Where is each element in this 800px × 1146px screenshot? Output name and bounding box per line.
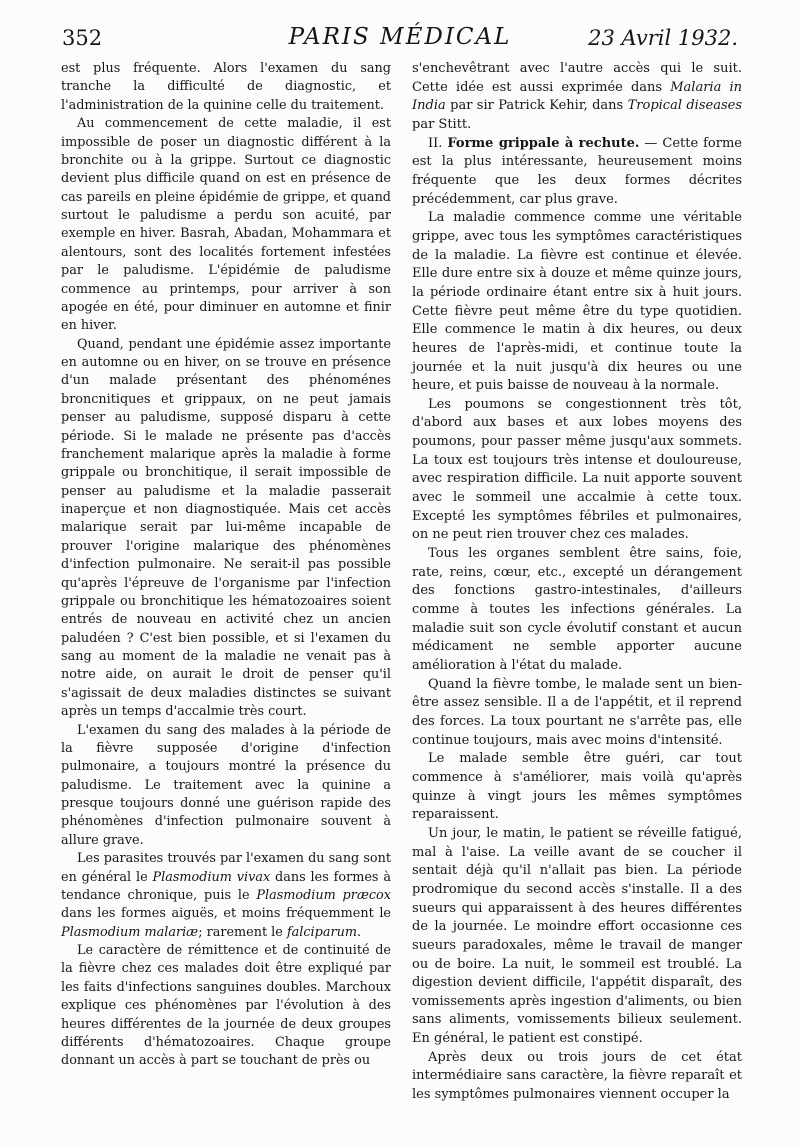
issue-date: 23 Avril 1932.: [588, 26, 738, 50]
left-column: [61, 60, 391, 1071]
paragraph: Un jour, le matin, le patient se réveille fatigué, mal à l'aise. La veille avant de se coucher il sentait déjà qu'il n'allait pas bien. La période prodromique du second accès s'installe. Il a des sueurs qui apparaissent à des heures différentes de la journée. Le moindre effort occasionne ces sueurs paradoxales, même le travail de manger ou de boire. La nuit, le sommeil est troublé. La digestion devient difficile, l'appétit disparaît, des vomissements après ingestion d'aliments, ou bien sans aliments, vomissements bilieux seulement. En général, le patient est constipé.: [412, 825, 742, 1047]
text-run: dans les formes à tendance chronique, puis le: [61, 869, 391, 903]
text-run: s'enchevêtrant avec l'autre accès qui le suit. Cette idée est aussi exprimée dans: [412, 61, 742, 95]
paragraph-citations: [412, 60, 742, 135]
species-name: Plasmodium vivax: [152, 869, 271, 885]
paragraph: Les poumons se congestionnent très tôt, d'abord aux bases et aux lobes moyens des poumons, pour passer même jusqu'aux sommets. La toux est toujours très intense et douloureuse, avec respiration difficile. La nuit apporte souvent avec le sommeil une accalmie à cette toux. Excepté les symptômes fébriles et pulmonaires, on ne peut rien trouver chez ces malades.: [412, 396, 742, 543]
species-name: Plasmodium præcox: [256, 887, 391, 903]
paragraph: Quand la fièvre tombe, le malade sent un bien-être assez sensible. Il a de l'appétit, et il reprend des forces. La toux pourtant ne s'arrête pas, elle continue toujours, mais avec moins d'intensité.: [412, 676, 742, 748]
section-title: Forme grippale à rechute.: [447, 135, 640, 151]
text-run: ; rarement le: [198, 924, 287, 940]
paragraph: Au commencement de cette maladie, il est impossible de poser un diagnostic différent à la bronchite ou à la grippe. Surtout ce diagnostic devient plus difficile quand on est en présence de cas pareils en pleine épidémie de grippe, et quand surtout le paludisme a perdu son acuité, par exemple en hiver. Basrah, Abadan, Mohammara et alentours, sont des localités fortement infestées par le paludisme. L'épidémie de paludisme commence au printemps, pour arriver à son apogée en été, pour diminuer en automne et finir en hiver.: [61, 116, 391, 334]
paragraph: Le malade semble être guéri, car tout commence à s'améliorer, mais voilà qu'après quinze à vingt jours les mêmes symptômes reparaissent.: [412, 751, 742, 823]
species-name: falciparum: [286, 924, 357, 940]
text-run: — Cette forme est la plus intéressante, heureusement moins fréquente que les deux formes décrites précédemment, car plus grave.: [412, 135, 742, 207]
page-header: [62, 18, 738, 58]
text-run: dans les formes aiguës, et moins fréquemment le: [61, 906, 391, 922]
paragraph: est plus fréquente. Alors l'examen du sang tranche la difficulté de diagnostic, et l'administration de la quinine celle du traitement.: [61, 61, 391, 113]
paragraph-parasites: [61, 850, 391, 942]
page-number: 352: [62, 26, 103, 50]
paragraph: Le caractère de rémittence et de continuité de la fièvre chez ces malades doit être expliqué par les faits d'infections sanguines doubles. Marchoux explique ces phénomènes par l'évolution à des heures différentes de la journée de deux groupes différents d'hématozoaires. Chaque groupe donnant un accès à part se touchant de près ou: [61, 943, 391, 1069]
section-number: II.: [428, 135, 448, 151]
paragraph: Après deux ou trois jours de cet état intermédiaire sans caractère, la fièvre reparaît et les symptômes pulmonaires viennent occuper la: [412, 1049, 742, 1103]
right-column: [412, 60, 742, 1105]
text-run: par Stitt.: [412, 116, 472, 132]
text-run: Les parasites trouvés par l'examen du sang sont en général le: [61, 851, 391, 885]
text-run: par sir Patrick Kehir, dans: [445, 98, 628, 114]
journal-title: PARIS MÉDICAL: [288, 24, 512, 50]
paragraph: La maladie commence comme une véritable grippe, avec tous les symptômes caractéristiques de la maladie. La fièvre est continue et élevée. Elle dure entre six à douze et même quinze jours, la période ordinaire étant entre six à huit jours. Cette fièvre peut même être du type quotidien. Elle commence le matin à dix heures, ou deux heures de l'après-midi, et continue toute la journée et la nuit jusqu'à dix heures ou une heure, et puis baisse de nouveau à la normale.: [412, 210, 742, 394]
book-title: Tropical diseases: [627, 98, 742, 114]
text-run: .: [356, 924, 362, 940]
species-name: Plasmodium malariæ: [61, 924, 199, 940]
paragraph: Quand, pendant une épidémie assez importante en automne ou en hiver, on se trouve en présence d'un malade présentant des phénoménes broncnitiques et grippaux, on ne peut jamais penser au paludisme, supposé disparu à cette période. Si le malade ne présente pas d'accès franchement malarique après la maladie à forme grippale ou bronchitique, il serait impossible de penser au paludisme et la maladie passerait inaperçue et non diagnostiquée. Mais cet accès malarique serait par lui-même incapable de prouver l'origine malarique des phénomènes d'infection pulmonaire. Ne serait-il pas possible qu'après l'épreuve de l'organisme par l'infection grippale ou bronchitique les hématozoaires soient entrés de nouveau en activité chez un ancien paludéen ? C'est bien possible, et si l'examen du sang au moment de la maladie ne venait pas à notre aide, on aurait le droit de penser qu'il s'agissait de deux maladies distinctes se suivant après un temps d'accalmie très court.: [61, 336, 391, 720]
paragraph: L'examen du sang des malades à la période de la fièvre supposée d'origine d'infection pulmonaire, a toujours montré la présence du paludisme. Le traitement avec la quinine a presque toujours donné une guérison rapide des phénomènes d'infection pulmonaire souvent à allure grave.: [61, 722, 391, 848]
book-title: Malaria in India: [412, 79, 742, 114]
paragraph: Tous les organes semblent être sains, foie, rate, reins, cœur, etc., excepté un dérangement des fonctions gastro-intestinales, d'ailleurs comme à toutes les infections générales. La maladie suit son cycle évolutif constant et aucun médicament ne semble apporter aucune amélioration à l'état du malade.: [412, 546, 742, 673]
section-heading-paragraph: [412, 135, 742, 210]
